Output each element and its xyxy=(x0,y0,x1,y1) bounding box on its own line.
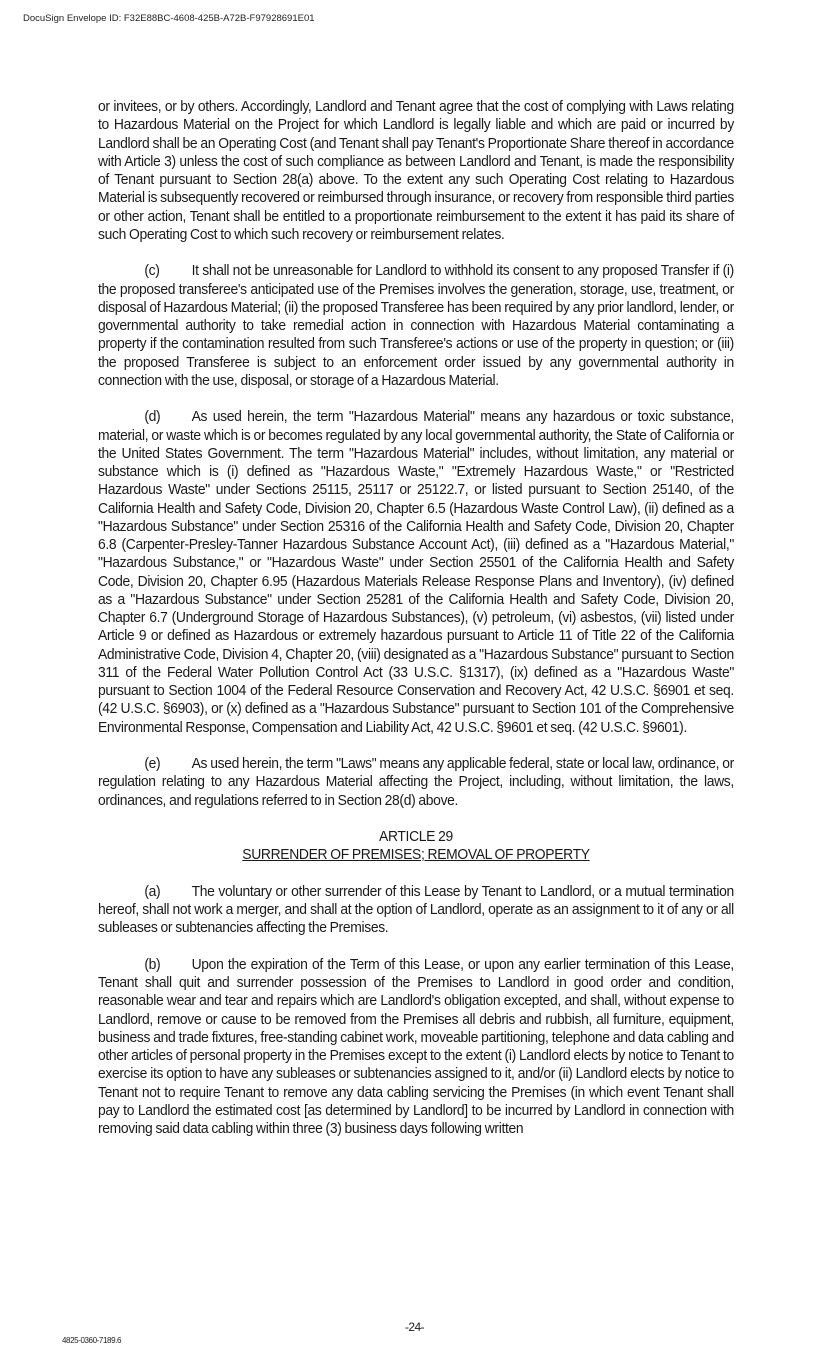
section-29b-paragraph xyxy=(98,956,734,1139)
section-29a-paragraph xyxy=(98,883,734,938)
paragraph-text: As used herein, the term "Hazardous Material" means any hazardous or toxic substance, material, or waste which is or becomes regulated by any local governmental authority, the State of California or the United States Government. The term "Hazardous Material" includes, without limitation, any material or substance which is (i) defined as "Hazardous Waste," "Extremely Hazardous Waste," or "Restricted Hazardous Waste" under Sections 25115, 25117 or 25122.7, or listed pursuant to Section 25140, of the California Health and Safety Code, Division 20, Chapter 6.5 (Hazardous Waste Control Law), (ii) defined as a "Hazardous Substance" under Section 25316 of the California Health and Safety Code, Division 20, Chapter 6.8 (Carpenter-Presley-Tanner Hazardous Substance Account Act), (iii) defined as a "Hazardous Material," "Hazardous Substance," or "Hazardous Waste" under Section 25501 of the California Health and Safety Code, Division 20, Chapter 6.95 (Hazardous Materials Release Response Plans and Inventory), (iv) defined as a "Hazardous Substance" under Section 25281 of the California Health and Safety Code, Division 20, Chapter 6.7 (Underground Storage of Hazardous Substances), (v) petroleum, (vi) asbestos, (vii) listed under Article 9 or defined as Hazardous or extremely hazardous pursuant to Article 11 of Title 22 of the California Administrative Code, Division 4, Chapter 20, (viii) designated as a "Hazardous Substance" pursuant to Section 311 of the Federal Water Pollution Control Act (33 U.S.C. §1317), (ix) defined as a "Hazardous Waste" pursuant to Section 1004 of the Federal Resource Conservation and Recovery Act, 42 U.S.C. §6901 et seq. (42 U.S.C. §6903), or (x) defined as a "Hazardous Substance" pursuant to Section 101 of the Comprehensive Environmental Response, Compensation and Liability Act, 42 U.S.C. §9601 et seq. (42 U.S.C. §9601). xyxy=(98,409,734,736)
paragraph-text: It shall not be unreasonable for Landlord to withhold its consent to any proposed Transfer if (i) the proposed transferee's anticipated use of the Premises involves the generation, storage, use, treatment, or disposal of Hazardous Material; (ii) the proposed Transferee has been required by any prior landlord, lender, or governmental authority to take remedial action in connection with Hazardous Material contaminating a property if the contamination resulted from such Transferee's actions or use of the property in question; or (iii) the proposed Transferee is subject to an enforcement order issued by any governmental authority in connection with the use, disposal, or storage of a Hazardous Material. xyxy=(98,263,734,389)
paragraph-text: Upon the expiration of the Term of this Lease, or upon any earlier termination of this Lease, Tenant shall quit and surrender possession of the Premises to Landlord in good order and condition, reasonable wear and tear and repairs which are Landlord's obligation excepted, and shall, without expense to Landlord, remove or cause to be removed from the Premises all debris and rubbish, all furniture, equipment, business and trade fixtures, free-standing cabinet work, moveable partitioning, telephone and data cabling and other articles of personal property in the Premises except to the extent (i) Landlord elects by notice to Tenant to exercise its option to have any subleases or subtenancies assigned to it, and/or (ii) Landlord elects by notice to Tenant not to require Tenant to remove any data cabling servicing the Premises (in which event Tenant shall pay to Landlord the estimated cost [as determined by Landlord] to be incurred by Landlord in connection with removing said data cabling within three (3) business days following written xyxy=(98,956,734,1137)
page-number: -24- xyxy=(405,1320,424,1334)
paragraph-label: (c) xyxy=(144,263,160,280)
docusign-envelope-id: DocuSign Envelope ID: F32E88BC-4608-425B-A72B-F97928691E01 xyxy=(23,13,315,24)
article-29-subtitle: SURRENDER OF PREMISES; REMOVAL OF PROPERTY xyxy=(242,847,590,864)
document-number: 4825-0360-7189.6 xyxy=(62,1336,121,1345)
paragraph-label: (b) xyxy=(144,956,161,973)
paragraph-label: (e) xyxy=(144,756,161,772)
paragraph-label: (a) xyxy=(144,883,161,900)
section-28d-paragraph xyxy=(98,408,734,737)
paragraph-text: As used herein, the term "Laws" means any applicable federal, state or local law, ordinance, or regulation relating to any Hazardous Material affecting the Project, including, without limitation, the laws, ordinances, and regulations referred to in Section 28(d) above. xyxy=(98,756,734,809)
section-28e-paragraph xyxy=(98,755,734,810)
article-29-title: ARTICLE 29 xyxy=(379,829,453,845)
document-body xyxy=(98,98,734,1157)
paragraph-text: The voluntary or other surrender of this Lease by Tenant to Landlord, or a mutual termination hereof, shall not work a merger, and shall at the option of Landlord, operate as an assignment to it of any or all subleases or subtenancies affecting the Premises. xyxy=(98,883,734,937)
section-28c-paragraph xyxy=(98,262,734,390)
paragraph-label: (d) xyxy=(144,409,161,426)
section-28-continuation: or invitees, or by others. Accordingly, Landlord and Tenant agree that the cost of complying with Laws relating to Hazardous Material on the Project for which Landlord is legally liable and which are paid or incurred by Landlord shall be an Operating Cost (and Tenant shall pay Tenant's Proportionate Share thereof in accordance with Article 3) unless the cost of such compliance as between Landlord and Tenant, is made the responsibility of Tenant pursuant to Section 28(a) above. To the extent any such Operating Cost relating to Hazardous Material is subsequently recovered or reimbursed through insurance, or recovery from responsible third parties or other action, Tenant shall be entitled to a proportionate reimbursement to the extent it has paid its share of such Operating Cost to which such recovery or reimbursement relates. xyxy=(98,99,734,243)
